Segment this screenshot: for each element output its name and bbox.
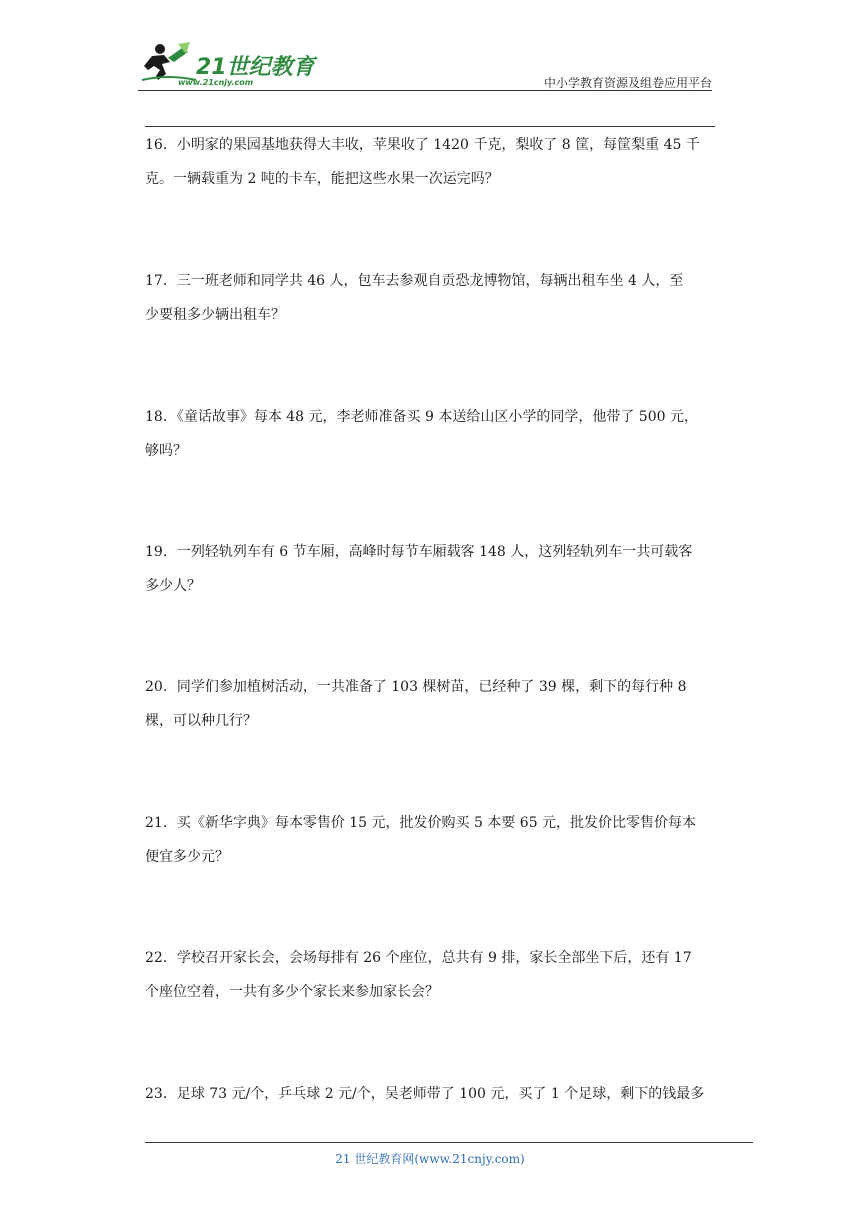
question-line: 少要租多少辆出租车？ <box>145 307 285 323</box>
question-16 <box>145 128 717 196</box>
question-19 <box>145 535 717 603</box>
platform-title: 中小学教育资源及组卷应用平台 <box>543 76 712 90</box>
question-line: 克。一辆载重为 2 吨的卡车，能把这些水果一次运完吗？ <box>145 171 499 187</box>
question-20 <box>145 670 717 738</box>
question-17 <box>145 264 717 332</box>
footer-link[interactable]: 21 世纪教育网(www.21cnjy.com) <box>335 1152 525 1166</box>
question-line: 16．小明家的果园基地获得大丰收，苹果收了 1420 千克，梨收了 8 筐，每筐梨重 45 千 <box>145 137 700 153</box>
question-line: 23．足球 73 元/个，乒乓球 2 元/个，吴老师带了 100 元，买了 1 个足球，剩下的钱最多 <box>145 1086 705 1102</box>
question-line: 够吗？ <box>145 443 187 459</box>
question-line: 个座位空着，一共有多少个家长来参加家长会？ <box>145 984 439 1000</box>
logo-text: 21世纪教育 <box>196 55 315 80</box>
question-line: 多少人？ <box>145 578 201 594</box>
header-divider <box>138 90 712 91</box>
question-line: 21．买《新华字典》每本零售价 15 元，批发价购买 5 本要 65 元，批发价比零售价每本 <box>145 815 697 831</box>
question-line: 17．三一班老师和同学共 46 人，包车去参观自贡恐龙博物馆，每辆出租车坐 4 人，至 <box>145 273 684 289</box>
question-line: 19．一列轻轨列车有 6 节车厢，高峰时每节车厢载客 148 人，这列轻轨列车一共可载客 <box>145 544 693 560</box>
question-22 <box>145 941 717 1009</box>
question-line: 18．《童话故事》每本 48 元，李老师准备买 9 本送给山区小学的同学，他带了 500 元， <box>145 409 698 425</box>
logo-url: www.21cnjy.com <box>178 78 254 87</box>
question-line: 棵，可以种几行？ <box>145 713 257 729</box>
footer-divider <box>145 1142 753 1143</box>
question-line: 20．同学们参加植树活动，一共准备了 103 棵树苗，已经种了 39 棵，剩下的每行种 8 <box>145 679 687 695</box>
question-line: 22．学校召开家长会，会场每排有 26 个座位，总共有 9 排，家长全部坐下后，还有 17 <box>145 950 692 966</box>
question-23 <box>145 1077 717 1111</box>
logo <box>138 40 315 92</box>
content-top-divider <box>145 126 715 127</box>
question-21 <box>145 806 717 874</box>
question-18 <box>145 400 717 468</box>
question-line: 便宜多少元？ <box>145 849 229 865</box>
page-header <box>138 40 712 92</box>
